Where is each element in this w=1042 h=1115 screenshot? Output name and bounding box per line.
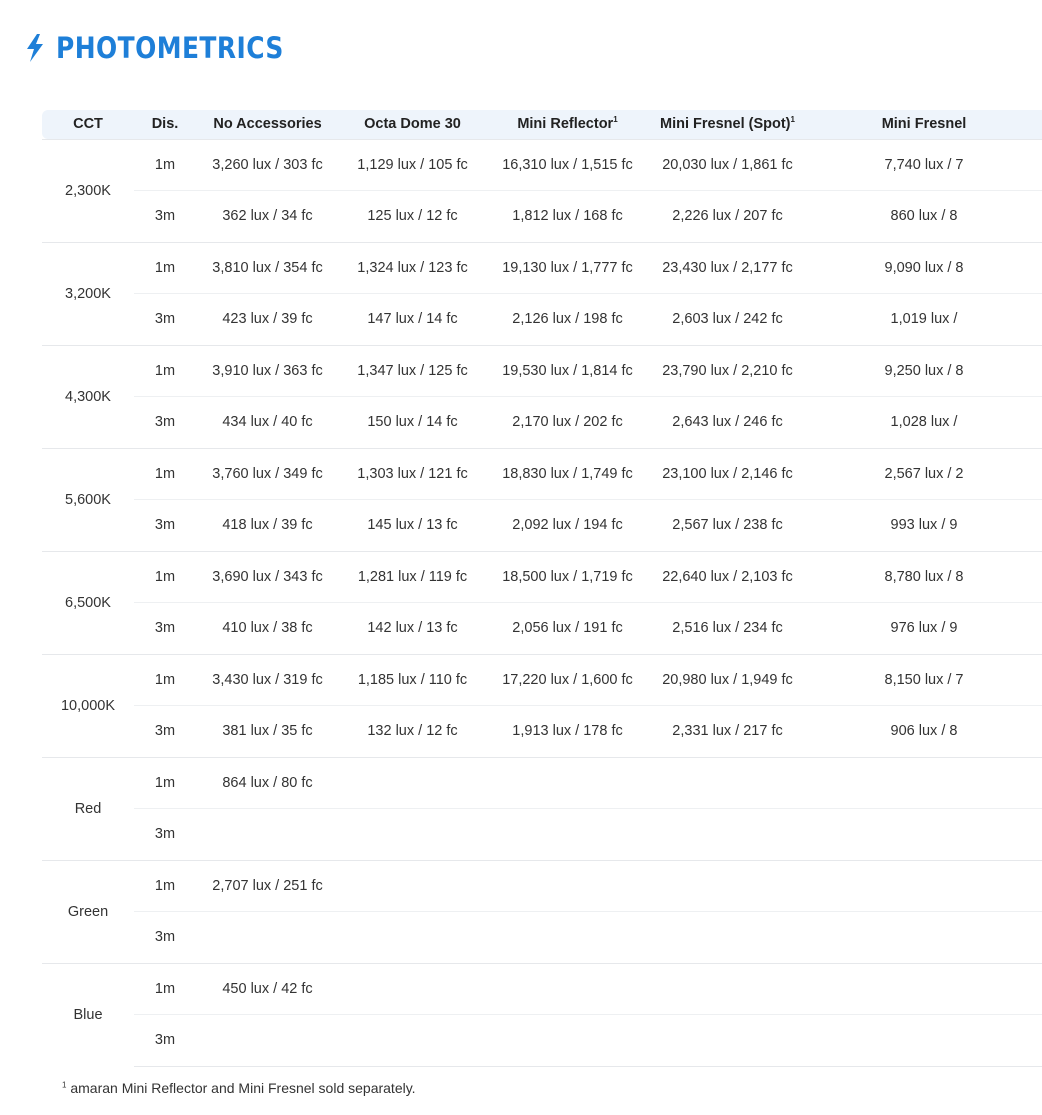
lightning-bolt-icon bbox=[24, 33, 46, 63]
illuminance-cell: 450 lux / 42 fc bbox=[196, 963, 339, 1015]
illuminance-cell: 976 lux / 9 bbox=[806, 603, 1042, 655]
table-row bbox=[42, 551, 1042, 603]
illuminance-cell: 147 lux / 14 fc bbox=[339, 294, 486, 346]
section-header bbox=[24, 28, 321, 68]
table-row bbox=[42, 912, 1042, 964]
table-row bbox=[42, 191, 1042, 243]
illuminance-cell bbox=[339, 963, 486, 1015]
column-header-label: Mini Fresnel (Spot) bbox=[660, 116, 791, 133]
table-row bbox=[42, 397, 1042, 449]
illuminance-cell: 1,028 lux / bbox=[806, 397, 1042, 449]
table-row bbox=[42, 294, 1042, 346]
table-header-row bbox=[42, 110, 1042, 139]
table-row bbox=[42, 963, 1042, 1015]
illuminance-cell: 20,980 lux / 1,949 fc bbox=[649, 654, 806, 706]
illuminance-cell: 3,430 lux / 319 fc bbox=[196, 654, 339, 706]
distance-cell: 3m bbox=[134, 809, 196, 861]
column-header-label: Dis. bbox=[151, 116, 179, 133]
illuminance-cell bbox=[196, 912, 339, 964]
illuminance-cell bbox=[806, 809, 1042, 861]
column-header-label: Octa Dome 30 bbox=[364, 116, 461, 133]
illuminance-cell: 17,220 lux / 1,600 fc bbox=[486, 654, 649, 706]
illuminance-cell bbox=[196, 809, 339, 861]
illuminance-cell bbox=[806, 860, 1042, 912]
illuminance-cell: 362 lux / 34 fc bbox=[196, 191, 339, 243]
illuminance-cell: 2,567 lux / 238 fc bbox=[649, 500, 806, 552]
footnote-marker: 1 bbox=[613, 115, 618, 125]
illuminance-cell: 20,030 lux / 1,861 fc bbox=[649, 139, 806, 191]
distance-cell: 1m bbox=[134, 242, 196, 294]
illuminance-cell: 418 lux / 39 fc bbox=[196, 500, 339, 552]
distance-cell: 1m bbox=[134, 963, 196, 1015]
illuminance-cell: 125 lux / 12 fc bbox=[339, 191, 486, 243]
cct-cell: 2,300K bbox=[42, 139, 134, 242]
illuminance-cell: 1,347 lux / 125 fc bbox=[339, 345, 486, 397]
distance-cell: 1m bbox=[134, 551, 196, 603]
column-header bbox=[134, 110, 196, 139]
cct-cell: 4,300K bbox=[42, 345, 134, 448]
illuminance-cell: 9,250 lux / 8 bbox=[806, 345, 1042, 397]
illuminance-cell bbox=[806, 757, 1042, 809]
table-row bbox=[42, 860, 1042, 912]
illuminance-cell: 2,056 lux / 191 fc bbox=[486, 603, 649, 655]
illuminance-cell bbox=[339, 757, 486, 809]
distance-cell: 3m bbox=[134, 397, 196, 449]
illuminance-cell: 2,516 lux / 234 fc bbox=[649, 603, 806, 655]
illuminance-cell: 423 lux / 39 fc bbox=[196, 294, 339, 346]
illuminance-cell: 1,303 lux / 121 fc bbox=[339, 448, 486, 500]
illuminance-cell bbox=[339, 912, 486, 964]
illuminance-cell bbox=[196, 1015, 339, 1067]
illuminance-cell: 3,260 lux / 303 fc bbox=[196, 139, 339, 191]
distance-cell: 3m bbox=[134, 1015, 196, 1067]
table-row bbox=[42, 654, 1042, 706]
illuminance-cell: 1,281 lux / 119 fc bbox=[339, 551, 486, 603]
illuminance-cell: 2,226 lux / 207 fc bbox=[649, 191, 806, 243]
illuminance-cell bbox=[486, 757, 649, 809]
illuminance-cell: 19,530 lux / 1,814 fc bbox=[486, 345, 649, 397]
illuminance-cell: 2,707 lux / 251 fc bbox=[196, 860, 339, 912]
photometrics-table bbox=[42, 110, 1042, 1067]
illuminance-cell bbox=[486, 860, 649, 912]
illuminance-cell: 23,790 lux / 2,210 fc bbox=[649, 345, 806, 397]
illuminance-cell bbox=[486, 1015, 649, 1067]
illuminance-cell: 16,310 lux / 1,515 fc bbox=[486, 139, 649, 191]
illuminance-cell: 142 lux / 13 fc bbox=[339, 603, 486, 655]
column-header bbox=[339, 110, 486, 139]
illuminance-cell: 864 lux / 80 fc bbox=[196, 757, 339, 809]
photometrics-table-scroll[interactable] bbox=[42, 110, 967, 1065]
illuminance-cell bbox=[806, 1015, 1042, 1067]
illuminance-cell: 9,090 lux / 8 bbox=[806, 242, 1042, 294]
illuminance-cell: 150 lux / 14 fc bbox=[339, 397, 486, 449]
distance-cell: 1m bbox=[134, 757, 196, 809]
cct-cell: 6,500K bbox=[42, 551, 134, 654]
illuminance-cell bbox=[649, 1015, 806, 1067]
cct-cell: Red bbox=[42, 757, 134, 860]
illuminance-cell bbox=[649, 860, 806, 912]
table-row bbox=[42, 706, 1042, 758]
table-row bbox=[42, 242, 1042, 294]
table-row bbox=[42, 448, 1042, 500]
illuminance-cell: 906 lux / 8 bbox=[806, 706, 1042, 758]
distance-cell: 3m bbox=[134, 706, 196, 758]
illuminance-cell bbox=[649, 757, 806, 809]
illuminance-cell: 1,019 lux / bbox=[806, 294, 1042, 346]
table-row bbox=[42, 139, 1042, 191]
footnote bbox=[62, 1080, 416, 1096]
illuminance-cell bbox=[486, 963, 649, 1015]
illuminance-cell bbox=[339, 809, 486, 861]
table-row bbox=[42, 500, 1042, 552]
illuminance-cell: 1,129 lux / 105 fc bbox=[339, 139, 486, 191]
illuminance-cell: 145 lux / 13 fc bbox=[339, 500, 486, 552]
illuminance-cell: 1,324 lux / 123 fc bbox=[339, 242, 486, 294]
table-body bbox=[42, 139, 1042, 1066]
illuminance-cell: 1,185 lux / 110 fc bbox=[339, 654, 486, 706]
distance-cell: 1m bbox=[134, 448, 196, 500]
illuminance-cell: 8,780 lux / 8 bbox=[806, 551, 1042, 603]
illuminance-cell: 18,500 lux / 1,719 fc bbox=[486, 551, 649, 603]
distance-cell: 3m bbox=[134, 191, 196, 243]
illuminance-cell bbox=[339, 1015, 486, 1067]
cct-cell: 3,200K bbox=[42, 242, 134, 345]
illuminance-cell: 2,092 lux / 194 fc bbox=[486, 500, 649, 552]
illuminance-cell: 132 lux / 12 fc bbox=[339, 706, 486, 758]
illuminance-cell bbox=[486, 912, 649, 964]
cct-cell: 5,600K bbox=[42, 448, 134, 551]
illuminance-cell: 3,760 lux / 349 fc bbox=[196, 448, 339, 500]
illuminance-cell: 993 lux / 9 bbox=[806, 500, 1042, 552]
cct-cell: Green bbox=[42, 860, 134, 963]
illuminance-cell: 2,643 lux / 246 fc bbox=[649, 397, 806, 449]
illuminance-cell: 18,830 lux / 1,749 fc bbox=[486, 448, 649, 500]
table-row bbox=[42, 757, 1042, 809]
illuminance-cell: 2,331 lux / 217 fc bbox=[649, 706, 806, 758]
column-header-label: CCT bbox=[73, 116, 103, 133]
distance-cell: 3m bbox=[134, 294, 196, 346]
column-header bbox=[196, 110, 339, 139]
illuminance-cell bbox=[339, 860, 486, 912]
illuminance-cell: 2,567 lux / 2 bbox=[806, 448, 1042, 500]
illuminance-cell: 7,740 lux / 7 bbox=[806, 139, 1042, 191]
illuminance-cell: 22,640 lux / 2,103 fc bbox=[649, 551, 806, 603]
distance-cell: 1m bbox=[134, 860, 196, 912]
distance-cell: 3m bbox=[134, 912, 196, 964]
footnote-mark: 1 bbox=[62, 1080, 67, 1090]
distance-cell: 3m bbox=[134, 603, 196, 655]
illuminance-cell: 19,130 lux / 1,777 fc bbox=[486, 242, 649, 294]
distance-cell: 3m bbox=[134, 500, 196, 552]
column-header-label: Mini Fresnel bbox=[881, 116, 967, 133]
illuminance-cell: 8,150 lux / 7 bbox=[806, 654, 1042, 706]
illuminance-cell: 3,810 lux / 354 fc bbox=[196, 242, 339, 294]
column-header bbox=[486, 110, 649, 139]
illuminance-cell: 381 lux / 35 fc bbox=[196, 706, 339, 758]
page-title: PHOTOMETRICS bbox=[56, 31, 284, 65]
illuminance-cell: 1,913 lux / 178 fc bbox=[486, 706, 649, 758]
illuminance-cell bbox=[486, 809, 649, 861]
cct-cell: 10,000K bbox=[42, 654, 134, 757]
illuminance-cell bbox=[649, 912, 806, 964]
illuminance-cell: 23,430 lux / 2,177 fc bbox=[649, 242, 806, 294]
column-header bbox=[42, 110, 134, 139]
illuminance-cell: 1,812 lux / 168 fc bbox=[486, 191, 649, 243]
illuminance-cell: 860 lux / 8 bbox=[806, 191, 1042, 243]
table-row bbox=[42, 345, 1042, 397]
illuminance-cell: 2,126 lux / 198 fc bbox=[486, 294, 649, 346]
illuminance-cell: 3,910 lux / 363 fc bbox=[196, 345, 339, 397]
distance-cell: 1m bbox=[134, 654, 196, 706]
illuminance-cell: 434 lux / 40 fc bbox=[196, 397, 339, 449]
footnote-text: amaran Mini Reflector and Mini Fresnel sold separately. bbox=[70, 1080, 416, 1096]
footnote-marker: 1 bbox=[790, 115, 795, 125]
distance-cell: 1m bbox=[134, 139, 196, 191]
distance-cell: 1m bbox=[134, 345, 196, 397]
column-header-label: No Accessories bbox=[213, 116, 322, 133]
column-header-label: Mini Reflector bbox=[517, 116, 614, 133]
column-header bbox=[806, 110, 1042, 139]
table-row bbox=[42, 603, 1042, 655]
illuminance-cell: 2,603 lux / 242 fc bbox=[649, 294, 806, 346]
illuminance-cell bbox=[649, 963, 806, 1015]
illuminance-cell bbox=[806, 912, 1042, 964]
table-row bbox=[42, 809, 1042, 861]
illuminance-cell bbox=[649, 809, 806, 861]
column-header bbox=[649, 110, 806, 139]
illuminance-cell: 3,690 lux / 343 fc bbox=[196, 551, 339, 603]
illuminance-cell: 2,170 lux / 202 fc bbox=[486, 397, 649, 449]
table-row bbox=[42, 1015, 1042, 1067]
illuminance-cell: 410 lux / 38 fc bbox=[196, 603, 339, 655]
cct-cell: Blue bbox=[42, 963, 134, 1066]
illuminance-cell: 23,100 lux / 2,146 fc bbox=[649, 448, 806, 500]
illuminance-cell bbox=[806, 963, 1042, 1015]
